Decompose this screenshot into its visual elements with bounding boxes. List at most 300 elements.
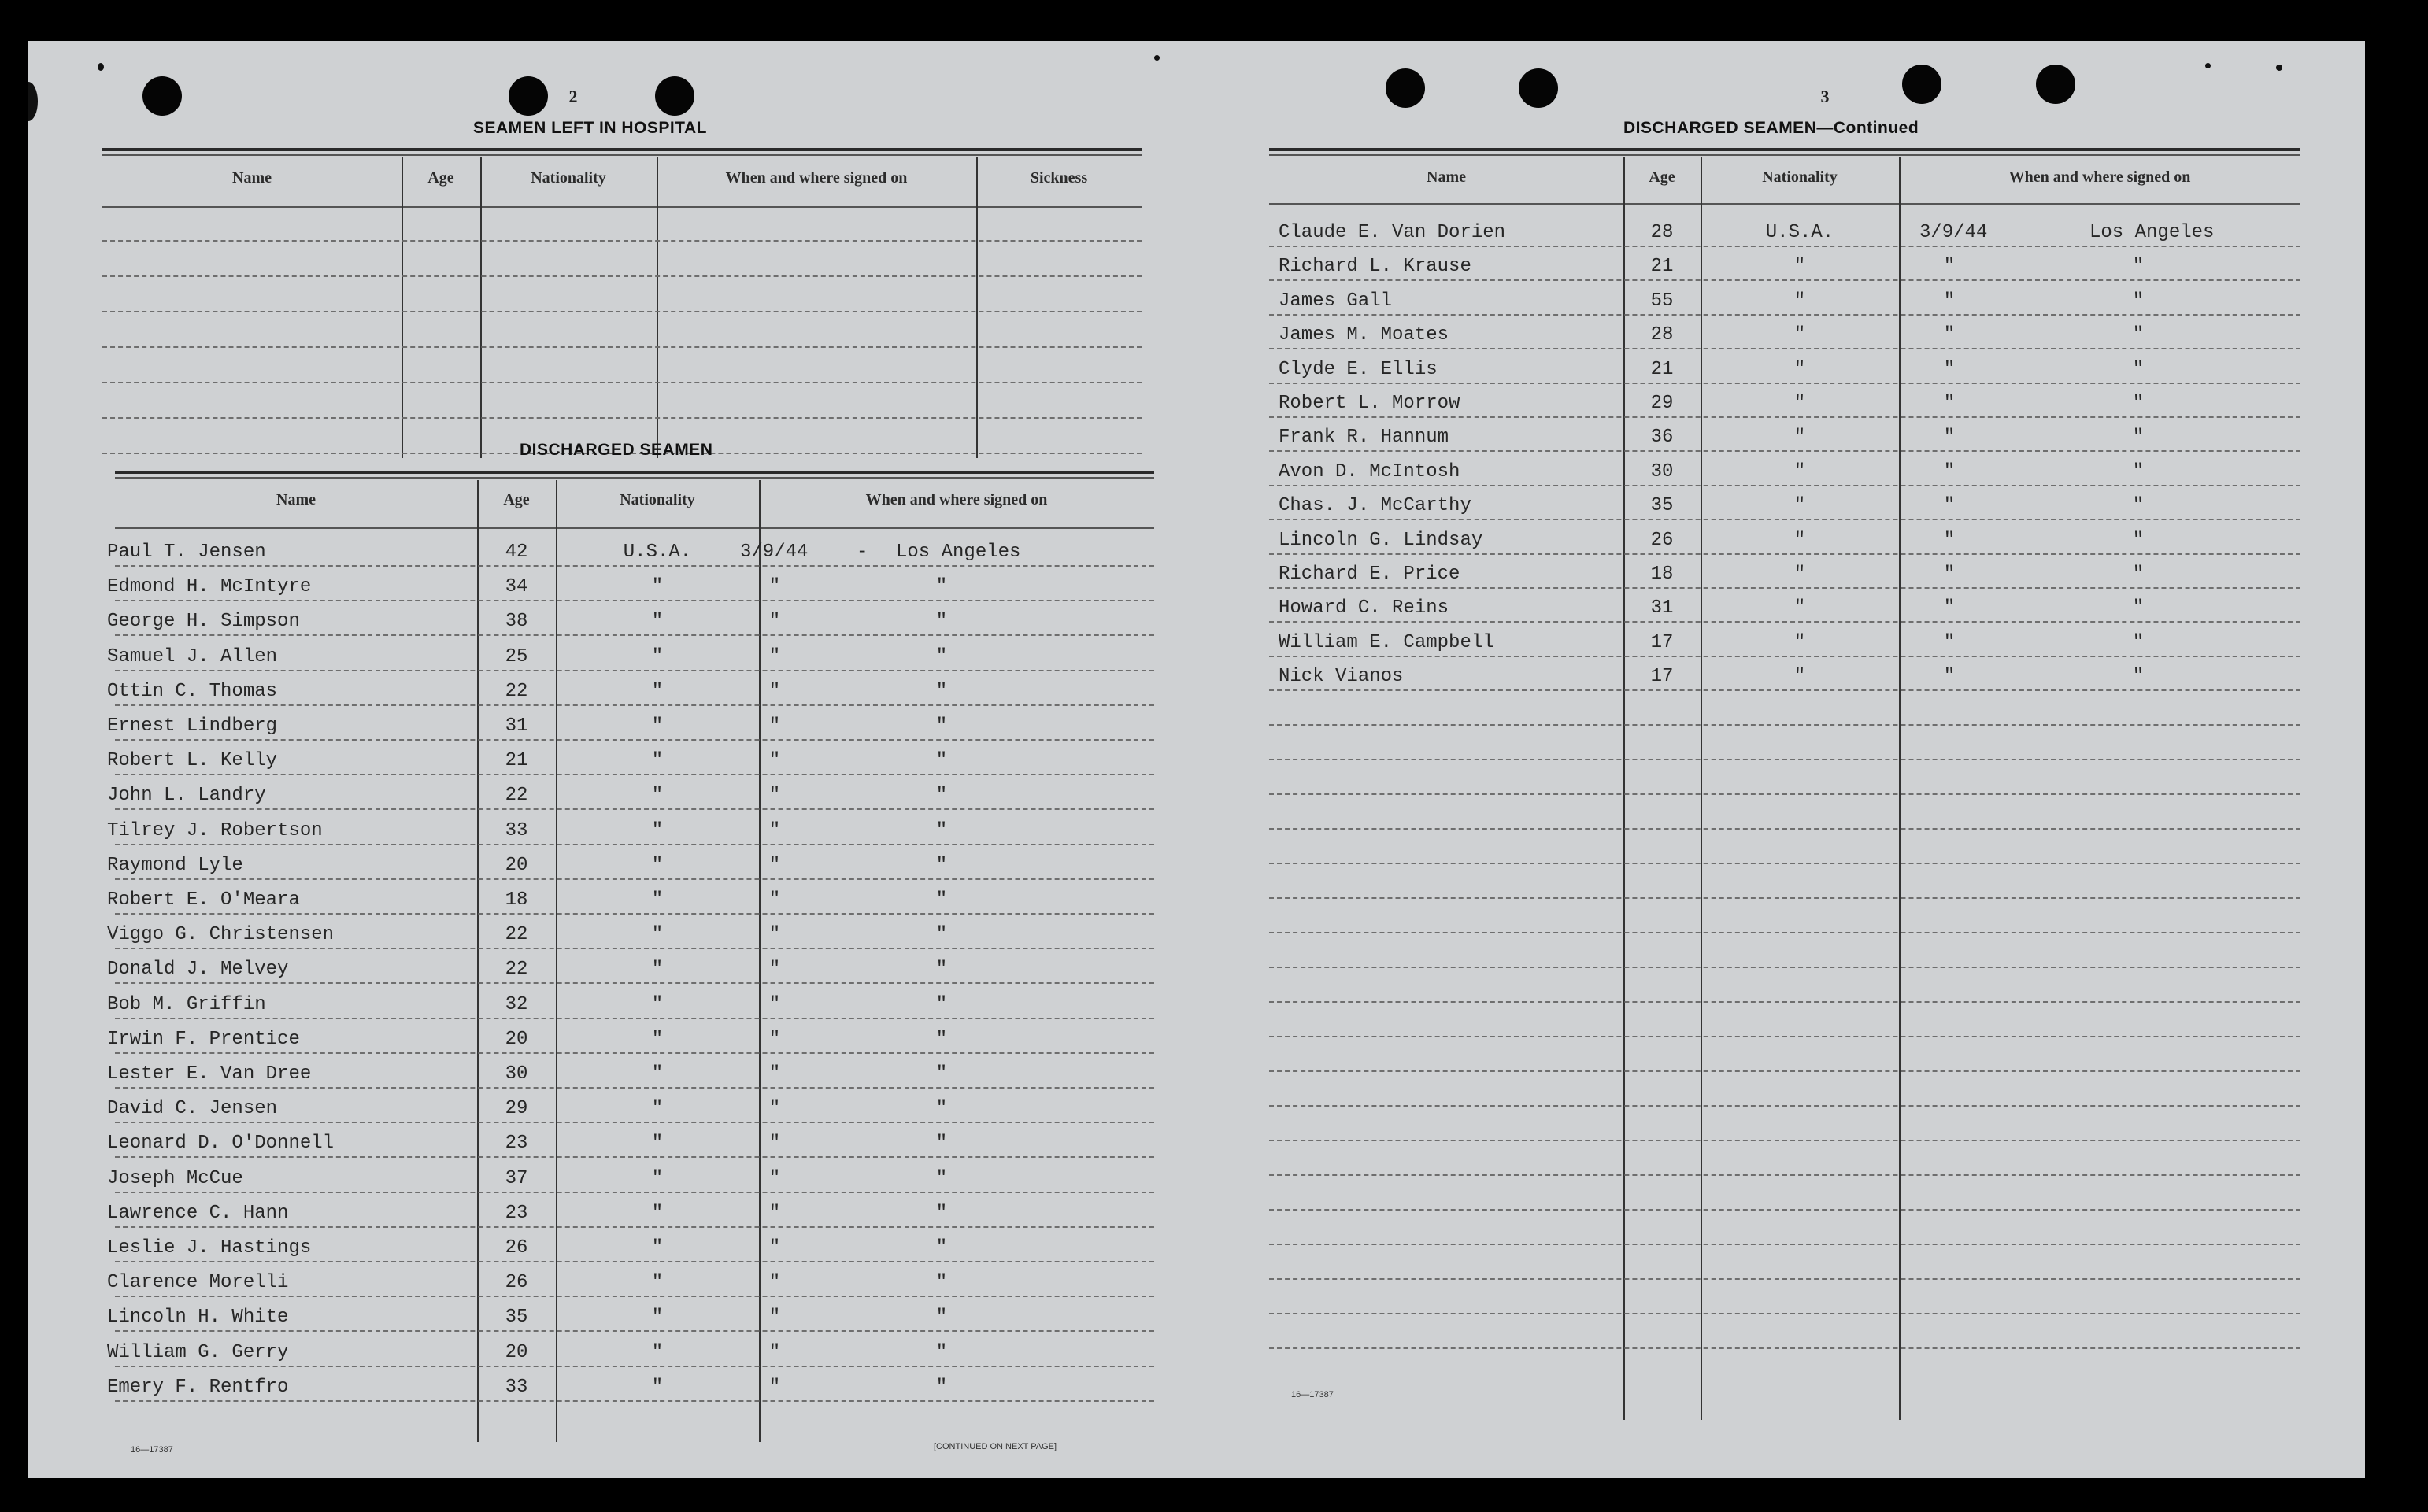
seaman-age: 33 [505,820,528,841]
seaman-age: 21 [1650,256,1674,277]
signed-on-place: " [935,855,948,876]
signed-on-place: Los Angeles [896,542,1021,563]
seaman-age: 20 [505,1029,528,1050]
signed-on-place: " [2132,495,2145,516]
signed-on-place: " [935,1168,948,1189]
seaman-age: 20 [505,1342,528,1363]
entry-line [115,948,1154,949]
seaman-name: Samuel J. Allen [107,646,278,667]
seaman-name: Frank R. Hannum [1279,427,1449,448]
table-rule [102,154,1142,156]
signed-on-place: " [935,715,948,737]
table-rule [115,477,1154,479]
page-number: 3 [1820,87,1830,106]
entry-line [1269,1174,2300,1176]
table-top-rule [1269,148,2300,151]
signed-on-place: " [2132,324,2145,346]
entry-line [1269,828,2300,830]
seaman-nationality: " [651,1272,664,1293]
seaman-name: James M. Moates [1279,324,1449,346]
seaman-name: Robert L. Morrow [1279,393,1460,414]
seaman-age: 35 [505,1307,528,1328]
signed-on-place: " [2132,666,2145,687]
seaman-nationality: " [651,1203,664,1224]
seaman-name: Bob M. Griffin [107,994,266,1015]
seaman-age: 28 [1650,324,1674,346]
entry-line [1269,1105,2300,1107]
entry-line [1269,1347,2300,1349]
seaman-nationality: " [651,994,664,1015]
entry-line [1269,553,2300,555]
seaman-nationality: U.S.A. [623,542,692,563]
title-suffix: —Continued [1816,119,1919,137]
seaman-name: William G. Gerry [107,1342,289,1363]
seaman-nationality: " [1793,461,1806,482]
column-header-age: Age [427,169,454,187]
seaman-nationality: " [651,1307,664,1328]
punch-hole [1519,68,1558,108]
signed-on-place: " [935,1098,948,1119]
seaman-name: Viggo G. Christensen [107,924,335,945]
signed-on-place: " [935,576,948,597]
seaman-nationality: " [1793,393,1806,414]
column-divider [402,157,403,458]
seaman-age: 26 [1650,530,1674,551]
seaman-age: 18 [505,889,528,911]
signed-on-date: " [768,959,781,980]
continued-note: [CONTINUED ON NEXT PAGE] [934,1442,1057,1451]
entry-line [115,1226,1154,1228]
entry-line [1269,1001,2300,1003]
entry-line [115,774,1154,775]
signed-on-place: " [935,1237,948,1259]
seaman-nationality: " [651,959,664,980]
signed-on-place: " [2132,461,2145,482]
page-number: 2 [568,87,578,106]
signed-on-place: " [2132,393,2145,414]
entry-line [1269,587,2300,589]
punch-hole [2036,65,2075,104]
seaman-nationality: " [651,1098,664,1119]
column-divider [1899,157,1901,1420]
form-number: 16—17387 [1291,1390,1334,1399]
entry-line [1269,383,2300,384]
seaman-nationality: " [651,576,664,597]
signed-on-date: " [1943,359,1956,380]
seaman-nationality: " [651,855,664,876]
seaman-nationality: " [651,1237,664,1259]
entry-line [115,1330,1154,1332]
signed-on-date: " [768,924,781,945]
entry-line [1269,656,2300,657]
entry-line [1269,724,2300,726]
entry-line [115,1192,1154,1193]
seaman-name: Joseph McCue [107,1168,243,1189]
signed-on-date: " [768,1342,781,1363]
seaman-name: Robert L. Kelly [107,750,278,771]
column-header-signed-on: When and where signed on [865,491,1048,508]
seaman-age: 30 [1650,461,1674,482]
seaman-nationality: " [651,715,664,737]
speck [2276,65,2282,71]
signed-on-date: " [1943,597,1956,619]
seaman-name: Lawrence C. Hann [107,1203,289,1224]
seaman-nationality: " [651,1377,664,1398]
seaman-name: David C. Jensen [107,1098,278,1119]
seaman-age: 18 [1650,564,1674,585]
seaman-nationality: " [1793,427,1806,448]
signed-on-date: " [1943,290,1956,312]
entry-line [1269,689,2300,691]
seaman-name: Lester E. Van Dree [107,1063,312,1085]
punch-hole [509,76,548,116]
seaman-nationality: " [651,646,664,667]
seaman-age: 22 [505,785,528,806]
column-header-nationality: Nationality [620,491,695,508]
date-place-separator: - [857,542,868,563]
seaman-name: Chas. J. McCarthy [1279,495,1471,516]
signed-on-place: " [2132,359,2145,380]
entry-line [115,1261,1154,1262]
seaman-name: Donald J. Melvey [107,959,289,980]
seaman-name: George H. Simpson [107,611,300,632]
punch-hole [655,76,694,116]
signed-on-place: " [2132,290,2145,312]
entry-line [1269,759,2300,760]
discharged-section-title: DISCHARGED SEAMEN [520,441,713,459]
entry-line [115,1018,1154,1019]
entry-line [1269,1278,2300,1280]
signed-on-place: " [935,1272,948,1293]
entry-line [115,1122,1154,1123]
signed-on-date: " [1943,666,1956,687]
header-rule [115,527,1154,529]
blank-entry-line [102,417,1142,419]
header-rule [102,206,1142,208]
seaman-name: Raymond Lyle [107,855,243,876]
signed-on-place: " [935,1342,948,1363]
signed-on-place: " [2132,564,2145,585]
signed-on-date: " [768,750,781,771]
entry-line [1269,314,2300,316]
signed-on-place: " [935,889,948,911]
entry-line [1269,1140,2300,1141]
entry-line [115,1052,1154,1054]
seaman-nationality: " [651,1133,664,1154]
signed-on-place: " [935,1029,948,1050]
column-header-nationality: Nationality [1762,168,1838,186]
signed-on-date: " [768,1133,781,1154]
signed-on-date: " [768,785,781,806]
seaman-name: Leonard D. O'Donnell [107,1133,335,1154]
seaman-age: 22 [505,959,528,980]
column-divider [480,157,482,458]
signed-on-date: " [768,1203,781,1224]
entry-line [115,1087,1154,1089]
seaman-name: Richard L. Krause [1279,256,1471,277]
seaman-age: 42 [505,542,528,563]
signed-on-place: " [935,1377,948,1398]
entry-line [1269,485,2300,486]
signed-on-date: " [1943,256,1956,277]
signed-on-date: " [768,1272,781,1293]
signed-on-date: " [768,576,781,597]
speck [2205,63,2211,68]
entry-line [1269,863,2300,864]
signed-on-place: " [935,646,948,667]
seaman-nationality: " [1793,564,1806,585]
column-divider [976,157,978,458]
seaman-name: Paul T. Jensen [107,542,266,563]
seaman-age: 36 [1650,427,1674,448]
signed-on-date: " [768,994,781,1015]
entry-line [115,878,1154,880]
signed-on-date: " [768,1307,781,1328]
entry-line [1269,932,2300,933]
table-top-rule [115,471,1154,474]
seaman-nationality: " [651,750,664,771]
seaman-nationality: " [651,681,664,702]
seaman-name: Nick Vianos [1279,666,1404,687]
signed-on-date: " [1943,530,1956,551]
signed-on-date: " [768,820,781,841]
seaman-name: Edmond H. McIntyre [107,576,312,597]
signed-on-date: " [1943,632,1956,653]
blank-entry-line [102,346,1142,348]
seaman-name: Clyde E. Ellis [1279,359,1438,380]
blank-entry-line [102,275,1142,277]
entry-line [115,704,1154,706]
signed-on-place: " [935,924,948,945]
signed-on-date: " [1943,495,1956,516]
seaman-name: Clarence Morelli [107,1272,289,1293]
entry-line [115,670,1154,671]
seaman-age: 21 [1650,359,1674,380]
signed-on-place: " [2132,530,2145,551]
blank-entry-line [102,382,1142,383]
column-header-age: Age [1649,168,1675,186]
seaman-name: Avon D. McIntosh [1279,461,1460,482]
seaman-name: Robert E. O'Meara [107,889,300,911]
signed-on-date: " [768,1237,781,1259]
signed-on-date: " [768,1029,781,1050]
seaman-age: 29 [505,1098,528,1119]
entry-line [1269,519,2300,520]
seaman-age: 37 [505,1168,528,1189]
seaman-name: Irwin F. Prentice [107,1029,300,1050]
entry-line [115,844,1154,845]
entry-line [1269,1244,2300,1245]
seaman-name: William E. Campbell [1279,632,1494,653]
seaman-name: Claude E. Van Dorien [1279,222,1506,243]
signed-on-place: " [935,1307,948,1328]
entry-line [115,1400,1154,1402]
entry-line [1269,621,2300,623]
punch-hole [1902,65,1941,104]
signed-on-date: " [768,1098,781,1119]
entry-line [115,600,1154,601]
seaman-name: Emery F. Rentfro [107,1377,289,1398]
speck [98,63,104,71]
seaman-nationality: " [1793,256,1806,277]
signed-on-date: 3/9/44 [740,542,809,563]
column-header-nationality: Nationality [531,169,606,187]
seaman-name: Ottin C. Thomas [107,681,278,702]
seaman-age: 25 [505,646,528,667]
blank-entry-line [102,311,1142,312]
document-sheet [28,41,2365,1478]
seaman-age: 26 [505,1237,528,1259]
signed-on-date: " [768,715,781,737]
column-header-age: Age [503,491,530,508]
signed-on-date: " [768,646,781,667]
signed-on-place: " [2132,632,2145,653]
table-top-rule [102,148,1142,151]
signed-on-place: " [935,820,948,841]
speck [1154,55,1160,61]
entry-line [1269,279,2300,281]
seaman-nationality: " [1793,324,1806,346]
signed-on-place: " [935,611,948,632]
signed-on-place: Los Angeles [2089,222,2215,243]
signed-on-place: " [2132,427,2145,448]
punch-hole [1386,68,1425,108]
form-number: 16—17387 [131,1445,173,1455]
seaman-age: 34 [505,576,528,597]
seaman-age: 22 [505,681,528,702]
signed-on-place: " [935,681,948,702]
seaman-name: Lincoln G. Lindsay [1279,530,1483,551]
column-header-name: Name [232,169,272,187]
entry-line [1269,416,2300,418]
signed-on-place: " [2132,597,2145,619]
signed-on-date: " [768,1063,781,1085]
seaman-nationality: " [1793,290,1806,312]
signed-on-date: " [1943,427,1956,448]
entry-line [1269,348,2300,349]
seaman-nationality: " [651,611,664,632]
signed-on-date: 3/9/44 [1919,222,1988,243]
column-header-signed-on: When and where signed on [2008,168,2191,186]
entry-line [115,1156,1154,1158]
signed-on-date: " [1943,393,1956,414]
column-header-name: Name [276,491,316,508]
seaman-age: 32 [505,994,528,1015]
signed-on-date: " [768,681,781,702]
signed-on-date: " [768,611,781,632]
signed-on-place: " [935,959,948,980]
seaman-age: 28 [1650,222,1674,243]
seaman-nationality: " [1793,359,1806,380]
seaman-age: 22 [505,924,528,945]
seaman-name: Lincoln H. White [107,1307,289,1328]
signed-on-place: " [935,994,948,1015]
header-rule [1269,203,2300,205]
seaman-nationality: " [651,1342,664,1363]
seaman-age: 30 [505,1063,528,1085]
seaman-name: Tilrey J. Robertson [107,820,323,841]
seaman-age: 17 [1650,632,1674,653]
seaman-nationality: " [651,889,664,911]
column-header-sickness: Sickness [1030,169,1088,187]
signed-on-place: " [935,1133,948,1154]
column-header-signed-on: When and where signed on [725,169,908,187]
seaman-nationality: " [651,924,664,945]
seaman-age: 33 [505,1377,528,1398]
seaman-nationality: " [1793,495,1806,516]
entry-line [1269,1209,2300,1211]
seaman-nationality: " [651,1063,664,1085]
seaman-nationality: " [1793,632,1806,653]
signed-on-place: " [935,1063,948,1085]
seaman-name: John L. Landry [107,785,266,806]
seaman-age: 38 [505,611,528,632]
seaman-name: Leslie J. Hastings [107,1237,312,1259]
entry-line [1269,1313,2300,1314]
seaman-age: 20 [505,855,528,876]
blank-entry-line [102,240,1142,242]
entry-line [1269,967,2300,968]
column-divider [657,157,658,458]
title-main: DISCHARGED SEAMEN [1623,119,1817,137]
speck [28,82,38,121]
signed-on-date: " [768,1168,781,1189]
signed-on-place: " [935,1203,948,1224]
seaman-name: Howard C. Reins [1279,597,1449,619]
entry-line [1269,450,2300,452]
column-divider [1701,157,1702,1420]
discharged-continued-title [1623,119,1919,138]
signed-on-date: " [768,1377,781,1398]
seaman-age: 17 [1650,666,1674,687]
signed-on-date: " [768,855,781,876]
seaman-age: 23 [505,1203,528,1224]
entry-line [115,1366,1154,1367]
seaman-nationality: " [651,1168,664,1189]
entry-line [115,634,1154,636]
seaman-nationality: " [1793,530,1806,551]
entry-line [115,808,1154,810]
seaman-age: 23 [505,1133,528,1154]
signed-on-date: " [1943,324,1956,346]
entry-line [115,739,1154,741]
column-header-name: Name [1427,168,1466,186]
entry-line [1269,1070,2300,1072]
seaman-nationality: U.S.A. [1765,222,1834,243]
signed-on-date: " [1943,564,1956,585]
entry-line [115,565,1154,567]
hospital-section-title: SEAMEN LEFT IN HOSPITAL [473,119,707,137]
column-divider [1623,157,1625,1420]
signed-on-place: " [935,785,948,806]
entry-line [1269,1036,2300,1037]
signed-on-date: " [1943,461,1956,482]
entry-line [1269,793,2300,795]
entry-line [1269,897,2300,899]
seaman-age: 31 [505,715,528,737]
entry-line [115,1296,1154,1297]
seaman-name: James Gall [1279,290,1393,312]
seaman-age: 29 [1650,393,1674,414]
seaman-nationality: " [1793,597,1806,619]
signed-on-date: " [768,889,781,911]
signed-on-place: " [935,750,948,771]
entry-line [115,982,1154,984]
signed-on-place: " [2132,256,2145,277]
seaman-nationality: " [651,785,664,806]
punch-hole [142,76,182,116]
seaman-nationality: " [1793,666,1806,687]
